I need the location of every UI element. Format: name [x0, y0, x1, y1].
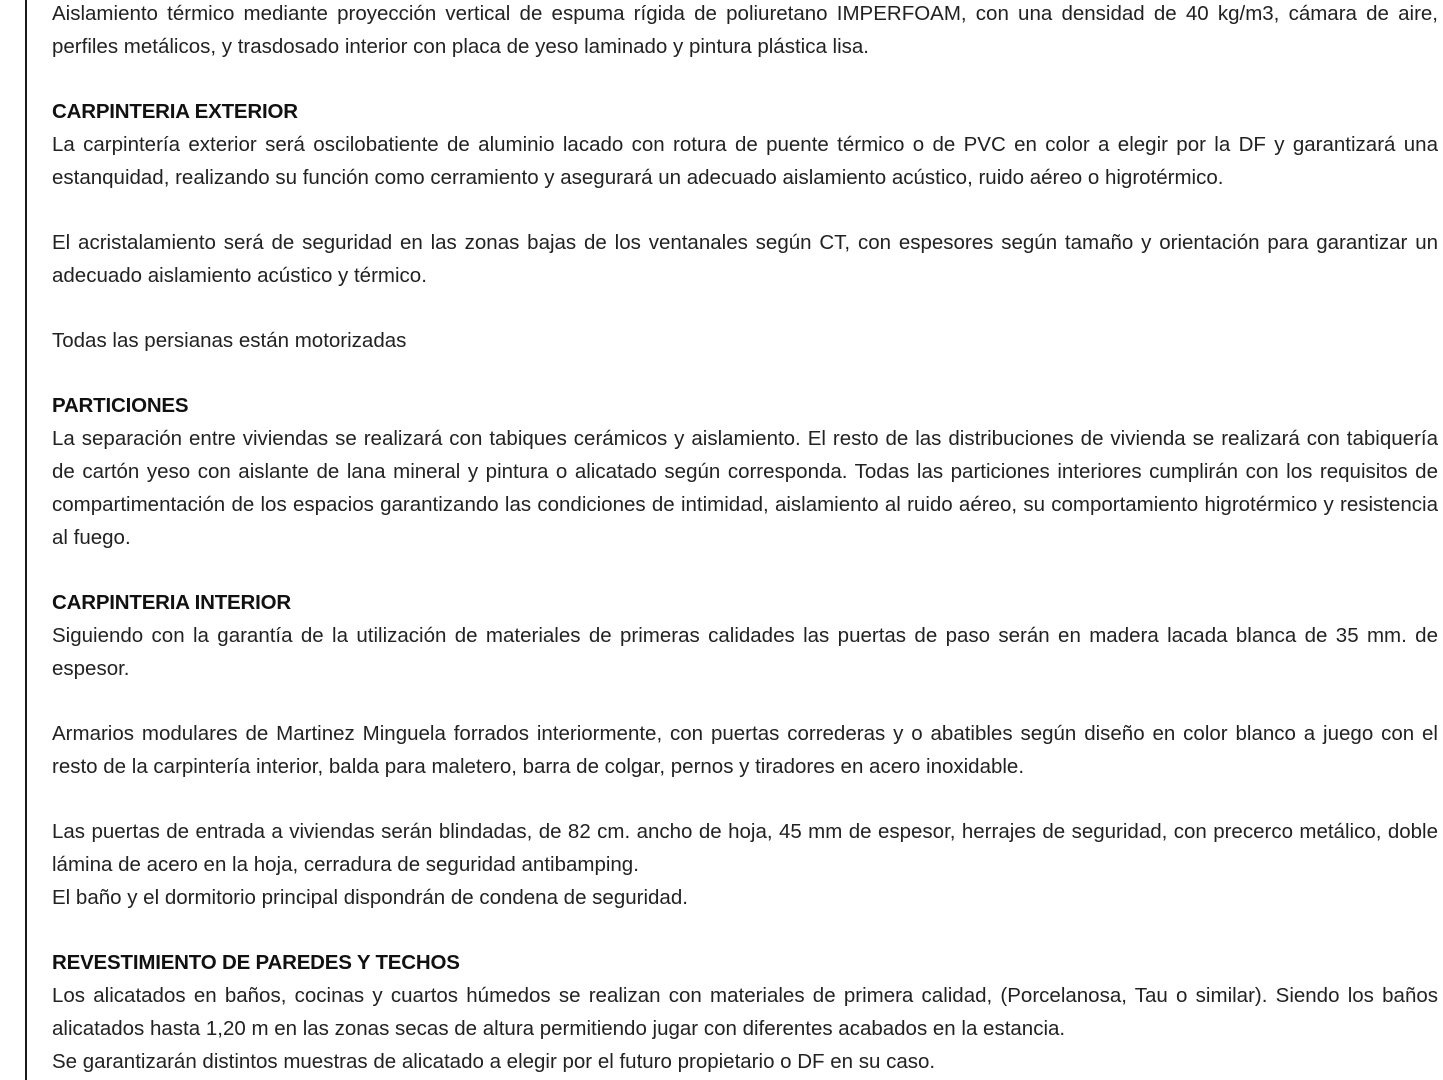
heading-carpinteria-interior: CARPINTERIA INTERIOR [52, 591, 291, 614]
heading-revestimiento: REVESTIMIENTO DE PAREDES Y TECHOS [52, 951, 460, 974]
paragraph: Todas las persianas están motorizadas [52, 329, 407, 352]
left-margin-rule [25, 0, 27, 1080]
paragraph-cut-off: Se garantizarán distintos muestras de alicatado a elegir por el futuro propietario o DF en su caso. [52, 1050, 936, 1073]
spacer [52, 685, 1438, 717]
spacer [52, 292, 1438, 324]
spacer [52, 914, 1438, 946]
spacer [52, 63, 1438, 95]
paragraph: Armarios modulares de Martinez Minguela forrados interiormente, con puertas correderas y o abatibles según diseño en color blanco a juego con el resto de la carpintería interior, balda para maletero, barra de colgar, pernos y tiradores en acero inoxidable. [52, 722, 1438, 778]
spacer [52, 783, 1438, 815]
paragraph: El acristalamiento será de seguridad en las zonas bajas de los ventanales según CT, con espesores según tamaño y orientación para garantizar un adecuado aislamiento acústico y térmico. [52, 231, 1438, 287]
paragraph: La carpintería exterior será oscilobatiente de aluminio lacado con rotura de puente térmico o de PVC en color a elegir por la DF y garantizará una estanquidad, realizando su función como cerramiento y asegurará un adecuado aislamiento acústico, ruido aéreo o higrotérmico. [52, 133, 1438, 189]
spacer [52, 357, 1438, 389]
paragraph: El baño y el dormitorio principal dispondrán de condena de seguridad. [52, 886, 688, 909]
paragraph: Siguiendo con la garantía de la utilización de materiales de primeras calidades las puertas de paso serán en madera lacada blanca de 35 mm. de espesor. [52, 624, 1438, 680]
intro-paragraph: Aislamiento térmico mediante proyección vertical de espuma rígida de poliuretano IMPERFOAM, con una densidad de 40 kg/m3, cámara de aire, perfiles metálicos, y trasdosado interior con placa de yeso laminado y pintura plástica lisa. [52, 2, 1438, 58]
spacer [52, 554, 1438, 586]
heading-particiones: PARTICIONES [52, 394, 189, 417]
heading-carpinteria-exterior: CARPINTERIA EXTERIOR [52, 100, 298, 123]
paragraph: Los alicatados en baños, cocinas y cuartos húmedos se realizan con materiales de primera calidad, (Porcelanosa, Tau o similar). Siendo los baños alicatados hasta 1,20 m en las zonas secas de altura permitiendo jugar con diferentes acabados en la estancia. [52, 984, 1438, 1040]
document-content [52, 0, 1438, 1078]
spacer [52, 194, 1438, 226]
paragraph: La separación entre viviendas se realizará con tabiques cerámicos y aislamiento. El resto de las distribuciones de vivienda se realizará con tabiquería de cartón yeso con aislante de lana mineral y pintura o alicatado según corresponda. Todas las particiones interiores cumplirán con los requisitos de compartimentación de los espacios garantizando las condiciones de intimidad, aislamiento al ruido aéreo, su comportamiento higrotérmico y resistencia al fuego. [52, 427, 1438, 549]
paragraph: Las puertas de entrada a viviendas serán blindadas, de 82 cm. ancho de hoja, 45 mm de espesor, herrajes de seguridad, con precerco metálico, doble lámina de acero en la hoja, cerradura de seguridad antibamping. [52, 820, 1438, 876]
